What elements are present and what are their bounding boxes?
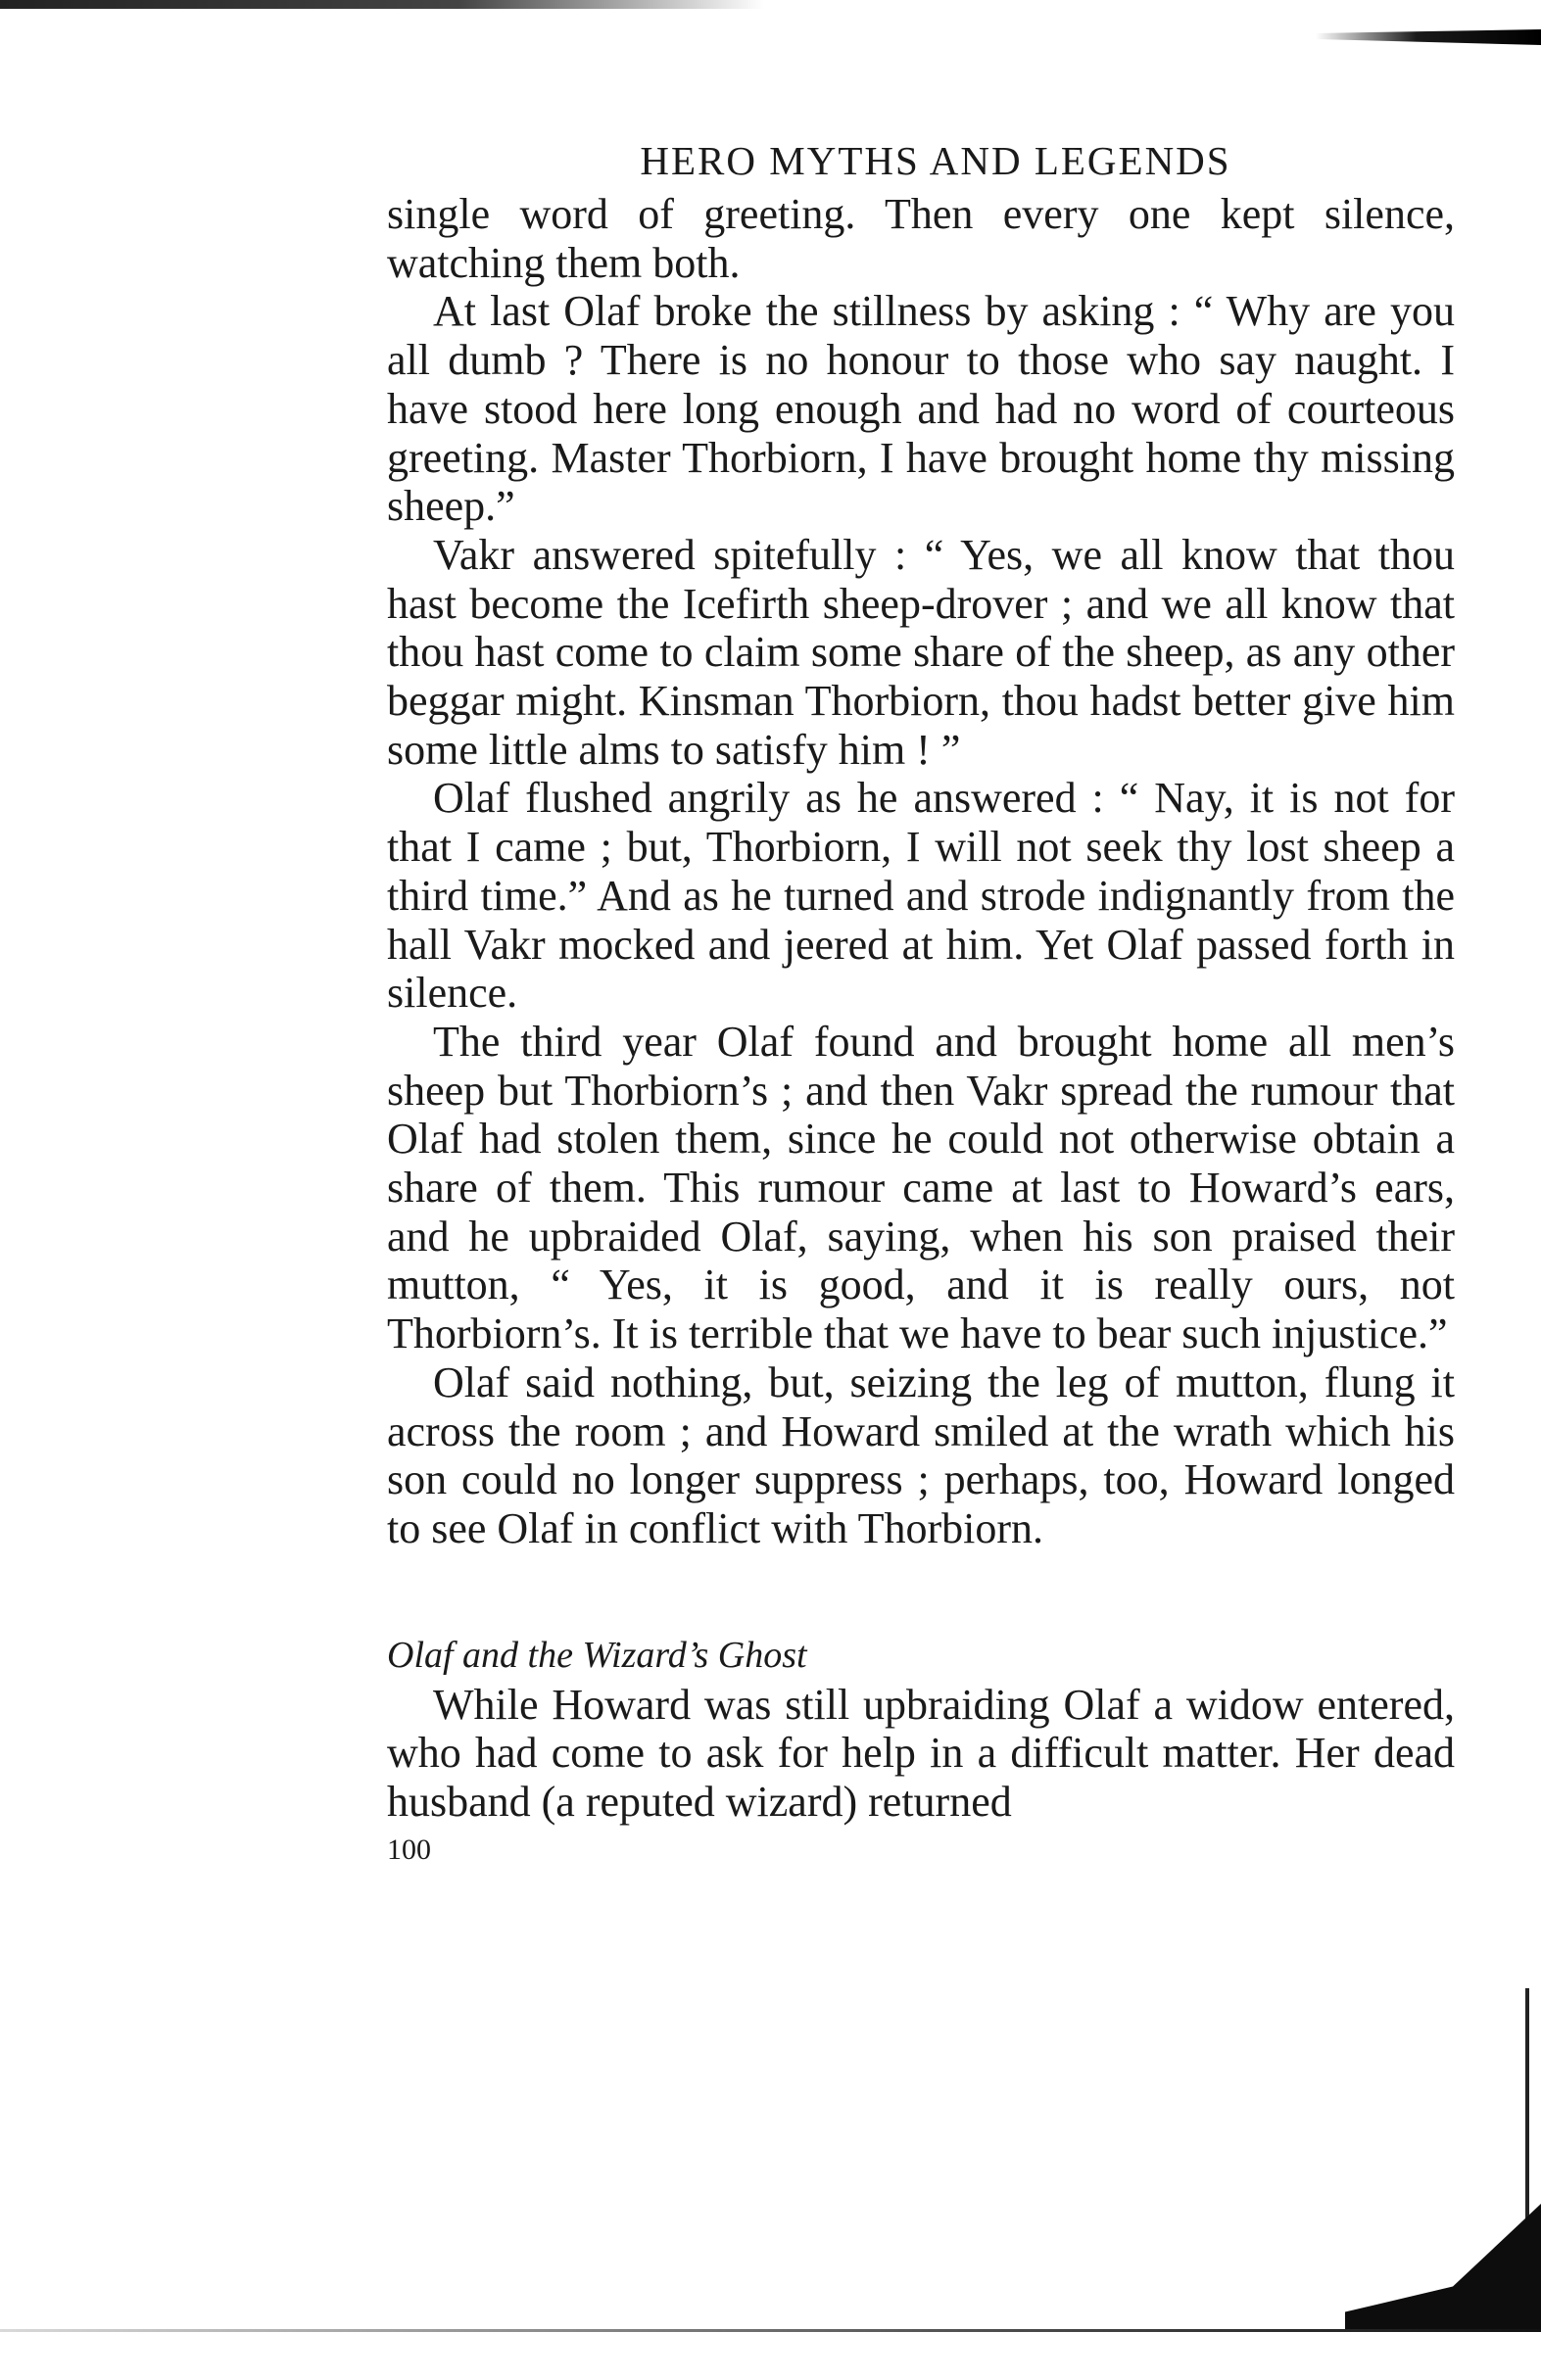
scan-edge-top [0,0,764,9]
page-number: 100 [387,1833,431,1866]
paragraph-continued: single word of greeting. Then every one kept silence, watching them both. [387,190,1455,287]
section-heading: Olaf and the Wizard’s Ghost [387,1634,807,1676]
paragraph: The third year Olaf found and brought home all men’s sheep but Thorbiorn’s ; and then Vakr spread the rumour that Olaf had stolen them, since he could not otherwise obtain a share of them. This rumour came at last to Howard’s ears, and he upbraided Olaf, saying, when his son praised their mutton, “ Yes, it is good, and it is really ours, not Thorbiorn’s. It is terrible that we have to bear such injustice.” [387,1017,1455,1358]
scan-bottom-line [0,2329,1541,2332]
paragraph: Vakr answered spitefully : “ Yes, we all know that thou hast become the Icefirth sheep-drover ; and we all know that thou hast come to claim some share of the sheep, as any other beggar might. Kinsman Thorbiorn, thou hadst better give him some little alms to satisfy him ! ” [387,530,1455,774]
scan-bottom-right [1345,2204,1541,2331]
book-page [387,135,1455,1870]
paragraph: While Howard was still upbraiding Olaf a widow entered, who had come to ask for help in a difficult matter. Her dead husband (a reputed wizard) returned [387,1680,1455,1827]
paragraph: At last Olaf broke the stillness by asking : “ Why are you all dumb ? There is no honour to those who say naught. I have stood here long enough and had no word of courteous greeting. Master Thorbiorn, I have brought home thy missing sheep.” [387,287,1455,531]
running-head: HERO MYTHS AND LEGENDS [640,138,1231,183]
paragraph: Olaf flushed angrily as he answered : “ Nay, it is not for that I came ; but, Thorbiorn, I will not seek thy lost sheep a third time.” And as he turned and strode indignantly from the hall Vakr mocked and jeered at him. Yet Olaf passed forth in silence. [387,774,1455,1018]
scan-edge-top-right [1316,25,1541,45]
scan-right-edge [1525,1988,1529,2243]
paragraph: Olaf said nothing, but, seizing the leg of mutton, flung it across the room ; and Howard smiled at the wrath which his son could no longer suppress ; perhaps, too, Howard longed to see Olaf in conflict with Thorbiorn. [387,1357,1455,1552]
